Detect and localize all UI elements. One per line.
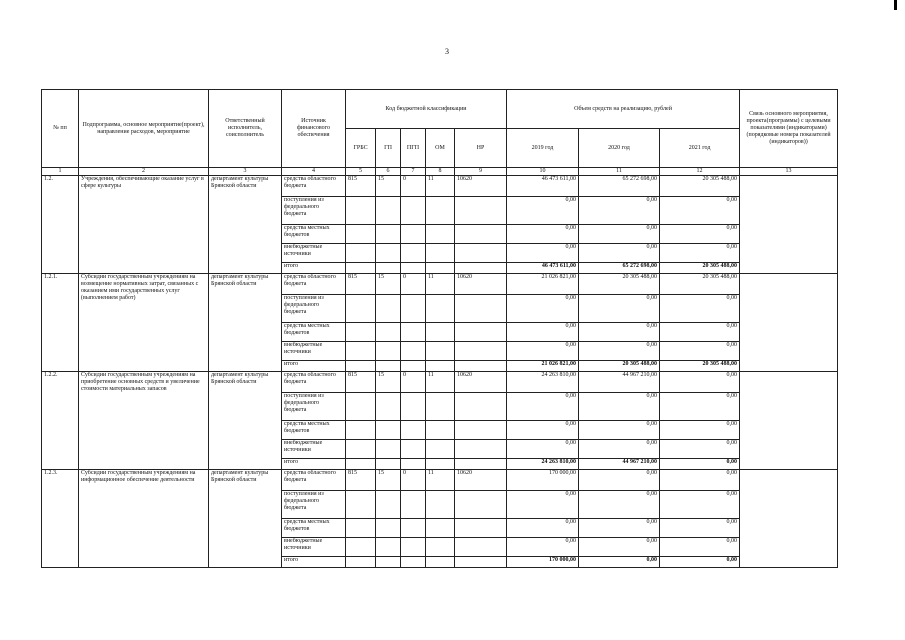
item-name: Учреждения, обеспечивающие оказание услуг в сфере культуры xyxy=(79,176,209,274)
source-federal: поступления из федерального бюджета xyxy=(282,491,346,519)
source-regional: средства областного бюджета xyxy=(282,176,346,197)
column-number: 1 xyxy=(42,168,79,176)
code-empty xyxy=(376,244,401,263)
code-pgp: 0 xyxy=(401,372,426,393)
amount-2021: 0,00 xyxy=(660,440,740,459)
column-number: 10 xyxy=(507,168,579,176)
code-nr: 10620 xyxy=(455,470,507,491)
amount-2019: 0,00 xyxy=(507,197,579,225)
amount-2021: 0,00 xyxy=(660,197,740,225)
source-total: итого xyxy=(282,263,346,274)
amount-2021: 0,00 xyxy=(660,491,740,519)
amount-2019: 46 473 611,00 xyxy=(507,176,579,197)
item-name: Субсидии государственным учреждениям на возмещение нормативных затрат, связанных с оказанием ими государственных услуг (выполнением работ) xyxy=(79,274,209,372)
code-empty xyxy=(401,244,426,263)
source-regional: средства областного бюджета xyxy=(282,372,346,393)
code-empty xyxy=(376,361,401,372)
indicator-link xyxy=(740,470,838,568)
amount-2021: 0,00 xyxy=(660,538,740,557)
total-2019: 21 026 821,00 xyxy=(507,361,579,372)
amount-2021: 0,00 xyxy=(660,295,740,323)
code-empty xyxy=(401,295,426,323)
amount-2020: 0,00 xyxy=(579,519,660,538)
item-responsible: департамент культуры Брянской области xyxy=(209,372,282,470)
page-number: 3 xyxy=(445,47,449,56)
header-gp: ГП xyxy=(376,129,401,168)
item-responsible: департамент культуры Брянской области xyxy=(209,470,282,568)
code-empty xyxy=(401,440,426,459)
column-number: 7 xyxy=(401,168,426,176)
column-number: 12 xyxy=(660,168,740,176)
code-empty xyxy=(401,342,426,361)
code-empty xyxy=(401,421,426,440)
code-empty xyxy=(426,225,455,244)
code-gp: 15 xyxy=(376,372,401,393)
source-extra: внебюджетные источники xyxy=(282,342,346,361)
source-regional: средства областного бюджета xyxy=(282,274,346,295)
code-empty xyxy=(376,263,401,274)
code-empty xyxy=(401,393,426,421)
code-gp: 15 xyxy=(376,470,401,491)
source-federal: поступления из федерального бюджета xyxy=(282,393,346,421)
code-pgp: 0 xyxy=(401,176,426,197)
code-empty xyxy=(346,361,376,372)
code-empty xyxy=(426,421,455,440)
code-empty xyxy=(376,342,401,361)
header-grbs: ГРБС xyxy=(346,129,376,168)
amount-2019: 0,00 xyxy=(507,538,579,557)
code-empty xyxy=(455,263,507,274)
amount-2021: 0,00 xyxy=(660,342,740,361)
code-empty xyxy=(376,323,401,342)
code-empty xyxy=(376,459,401,470)
amount-2019: 0,00 xyxy=(507,323,579,342)
header-pgp: ПГП xyxy=(401,129,426,168)
code-empty xyxy=(426,440,455,459)
code-empty xyxy=(376,393,401,421)
code-empty xyxy=(376,421,401,440)
column-number: 13 xyxy=(740,168,838,176)
code-empty xyxy=(455,295,507,323)
amount-2020: 65 272 698,00 xyxy=(579,176,660,197)
header-source: Источник финансового обеспечения xyxy=(282,90,346,168)
amount-2021: 0,00 xyxy=(660,470,740,491)
code-empty xyxy=(426,557,455,568)
header-om: ОМ xyxy=(426,129,455,168)
amount-2019: 170 000,00 xyxy=(507,470,579,491)
code-empty xyxy=(426,323,455,342)
amount-2019: 0,00 xyxy=(507,440,579,459)
code-empty xyxy=(455,393,507,421)
amount-2021: 0,00 xyxy=(660,372,740,393)
amount-2021: 0,00 xyxy=(660,225,740,244)
code-empty xyxy=(346,557,376,568)
code-empty xyxy=(426,342,455,361)
header-indicators-link: Связь основного мероприятия, проекта(программы) с целевыми показателями (индикаторами) (порядковые номера показателей (индикаторов)) xyxy=(740,90,838,168)
code-empty xyxy=(346,197,376,225)
item-name: Субсидии государственным учреждениям на информационное обеспечение деятельности xyxy=(79,470,209,568)
amount-2020: 0,00 xyxy=(579,440,660,459)
item-responsible: департамент культуры Брянской области xyxy=(209,176,282,274)
indicator-link xyxy=(740,274,838,372)
code-empty xyxy=(346,244,376,263)
code-gp: 15 xyxy=(376,274,401,295)
item-number: 1.2.2. xyxy=(42,372,79,470)
item-name: Субсидии государственным учреждениям на приобретение основных средств и увеличение стоимости материальных запасов xyxy=(79,372,209,470)
total-2019: 24 263 810,00 xyxy=(507,459,579,470)
amount-2021: 0,00 xyxy=(660,421,740,440)
total-2020: 0,00 xyxy=(579,557,660,568)
total-2019: 170 000,00 xyxy=(507,557,579,568)
code-empty xyxy=(346,342,376,361)
code-empty xyxy=(401,538,426,557)
header-responsible: Ответственный исполнитель, соисполнитель xyxy=(209,90,282,168)
code-empty xyxy=(455,342,507,361)
code-empty xyxy=(426,538,455,557)
amount-2021: 20 305 488,00 xyxy=(660,274,740,295)
code-nr: 10620 xyxy=(455,274,507,295)
code-empty xyxy=(401,225,426,244)
amount-2020: 0,00 xyxy=(579,393,660,421)
code-empty xyxy=(455,519,507,538)
amount-2021: 0,00 xyxy=(660,519,740,538)
item-number: 1.2.1. xyxy=(42,274,79,372)
header-name: Подпрограмма, основное мероприятие(проект), направление расходов, мероприятие xyxy=(79,90,209,168)
code-empty xyxy=(401,323,426,342)
amount-2019: 0,00 xyxy=(507,244,579,263)
header-year-2020: 2020 год xyxy=(579,129,660,168)
column-number: 6 xyxy=(376,168,401,176)
amount-2020: 0,00 xyxy=(579,421,660,440)
code-om: 11 xyxy=(426,372,455,393)
code-om: 11 xyxy=(426,274,455,295)
code-empty xyxy=(376,491,401,519)
source-extra: внебюджетные источники xyxy=(282,244,346,263)
indicator-link xyxy=(740,372,838,470)
column-number: 9 xyxy=(455,168,507,176)
source-federal: поступления из федерального бюджета xyxy=(282,197,346,225)
code-empty xyxy=(455,538,507,557)
item-number: 1.2.3. xyxy=(42,470,79,568)
amount-2020: 0,00 xyxy=(579,295,660,323)
amount-2021: 0,00 xyxy=(660,244,740,263)
header-number: № пп xyxy=(42,90,79,168)
code-empty xyxy=(426,459,455,470)
code-empty xyxy=(346,295,376,323)
code-empty xyxy=(426,263,455,274)
code-nr: 10620 xyxy=(455,372,507,393)
amount-2020: 0,00 xyxy=(579,342,660,361)
source-extra: внебюджетные источники xyxy=(282,538,346,557)
header-budget-code: Код бюджетной классификации xyxy=(346,90,507,129)
code-grbs: 815 xyxy=(346,274,376,295)
code-empty xyxy=(455,557,507,568)
code-empty xyxy=(346,459,376,470)
source-total: итого xyxy=(282,557,346,568)
header-year-2019: 2019 год xyxy=(507,129,579,168)
indicator-link xyxy=(740,176,838,274)
code-empty xyxy=(426,295,455,323)
code-empty xyxy=(455,491,507,519)
code-empty xyxy=(346,323,376,342)
code-empty xyxy=(426,197,455,225)
amount-2021: 20 305 488,00 xyxy=(660,176,740,197)
source-total: итого xyxy=(282,361,346,372)
amount-2019: 0,00 xyxy=(507,342,579,361)
total-2020: 65 272 698,00 xyxy=(579,263,660,274)
item-row-regional xyxy=(42,274,838,295)
code-empty xyxy=(401,459,426,470)
item-row-regional xyxy=(42,372,838,393)
code-empty xyxy=(455,225,507,244)
amount-2019: 0,00 xyxy=(507,225,579,244)
code-empty xyxy=(426,393,455,421)
total-2020: 20 305 488,00 xyxy=(579,361,660,372)
code-empty xyxy=(346,225,376,244)
code-empty xyxy=(455,440,507,459)
item-row-regional xyxy=(42,176,838,197)
code-empty xyxy=(346,440,376,459)
code-empty xyxy=(376,295,401,323)
source-federal: поступления из федерального бюджета xyxy=(282,295,346,323)
code-empty xyxy=(426,244,455,263)
column-number: 5 xyxy=(346,168,376,176)
code-grbs: 815 xyxy=(346,176,376,197)
source-regional: средства областного бюджета xyxy=(282,470,346,491)
source-local: средства местных бюджетов xyxy=(282,421,346,440)
code-empty xyxy=(376,440,401,459)
code-empty xyxy=(376,225,401,244)
total-2021: 20 305 488,00 xyxy=(660,263,740,274)
code-empty xyxy=(376,197,401,225)
code-empty xyxy=(401,557,426,568)
amount-2020: 0,00 xyxy=(579,197,660,225)
code-om: 11 xyxy=(426,470,455,491)
column-number: 8 xyxy=(426,168,455,176)
amount-2020: 0,00 xyxy=(579,538,660,557)
column-number: 4 xyxy=(282,168,346,176)
amount-2019: 21 026 821,00 xyxy=(507,274,579,295)
code-gp: 15 xyxy=(376,176,401,197)
code-pgp: 0 xyxy=(401,274,426,295)
code-empty xyxy=(426,491,455,519)
code-grbs: 815 xyxy=(346,372,376,393)
amount-2019: 0,00 xyxy=(507,519,579,538)
amount-2020: 0,00 xyxy=(579,225,660,244)
code-empty xyxy=(376,557,401,568)
total-2021: 20 305 488,00 xyxy=(660,361,740,372)
code-empty xyxy=(455,459,507,470)
amount-2020: 0,00 xyxy=(579,491,660,519)
code-nr: 10620 xyxy=(455,176,507,197)
code-empty xyxy=(401,197,426,225)
code-empty xyxy=(401,361,426,372)
code-empty xyxy=(401,519,426,538)
code-empty xyxy=(455,244,507,263)
source-total: итого xyxy=(282,459,346,470)
header-nr: НР xyxy=(455,129,507,168)
source-local: средства местных бюджетов xyxy=(282,519,346,538)
code-empty xyxy=(346,263,376,274)
code-empty xyxy=(455,197,507,225)
amount-2019: 0,00 xyxy=(507,421,579,440)
amount-2020: 44 967 210,00 xyxy=(579,372,660,393)
code-om: 11 xyxy=(426,176,455,197)
amount-2020: 0,00 xyxy=(579,244,660,263)
item-number: 1.2. xyxy=(42,176,79,274)
code-pgp: 0 xyxy=(401,470,426,491)
amount-2020: 0,00 xyxy=(579,470,660,491)
code-empty xyxy=(376,519,401,538)
total-2020: 44 967 210,00 xyxy=(579,459,660,470)
amount-2019: 0,00 xyxy=(507,491,579,519)
amount-2019: 24 263 810,00 xyxy=(507,372,579,393)
code-empty xyxy=(346,393,376,421)
code-empty xyxy=(376,538,401,557)
item-responsible: департамент культуры Брянской области xyxy=(209,274,282,372)
total-2019: 46 473 611,00 xyxy=(507,263,579,274)
column-number: 11 xyxy=(579,168,660,176)
header-volume: Объем средств на реализацию, рублей xyxy=(507,90,740,129)
amount-2020: 0,00 xyxy=(579,323,660,342)
total-2021: 0,00 xyxy=(660,459,740,470)
source-local: средства местных бюджетов xyxy=(282,225,346,244)
code-empty xyxy=(401,263,426,274)
code-empty xyxy=(426,519,455,538)
scan-edge-mark xyxy=(894,0,897,10)
code-empty xyxy=(401,491,426,519)
budget-rows xyxy=(42,176,838,568)
code-empty xyxy=(346,421,376,440)
amount-2021: 0,00 xyxy=(660,323,740,342)
total-2021: 0,00 xyxy=(660,557,740,568)
budget-table xyxy=(41,89,838,568)
code-empty xyxy=(455,421,507,440)
column-number: 3 xyxy=(209,168,282,176)
amount-2019: 0,00 xyxy=(507,393,579,421)
code-empty xyxy=(346,538,376,557)
column-number: 2 xyxy=(79,168,209,176)
code-empty xyxy=(346,491,376,519)
code-empty xyxy=(346,519,376,538)
code-empty xyxy=(455,361,507,372)
code-empty xyxy=(455,323,507,342)
code-grbs: 815 xyxy=(346,470,376,491)
header-year-2021: 2021 год xyxy=(660,129,740,168)
amount-2020: 20 305 488,00 xyxy=(579,274,660,295)
source-local: средства местных бюджетов xyxy=(282,323,346,342)
amount-2019: 0,00 xyxy=(507,295,579,323)
item-row-regional xyxy=(42,470,838,491)
code-empty xyxy=(426,361,455,372)
source-extra: внебюджетные источники xyxy=(282,440,346,459)
amount-2021: 0,00 xyxy=(660,393,740,421)
